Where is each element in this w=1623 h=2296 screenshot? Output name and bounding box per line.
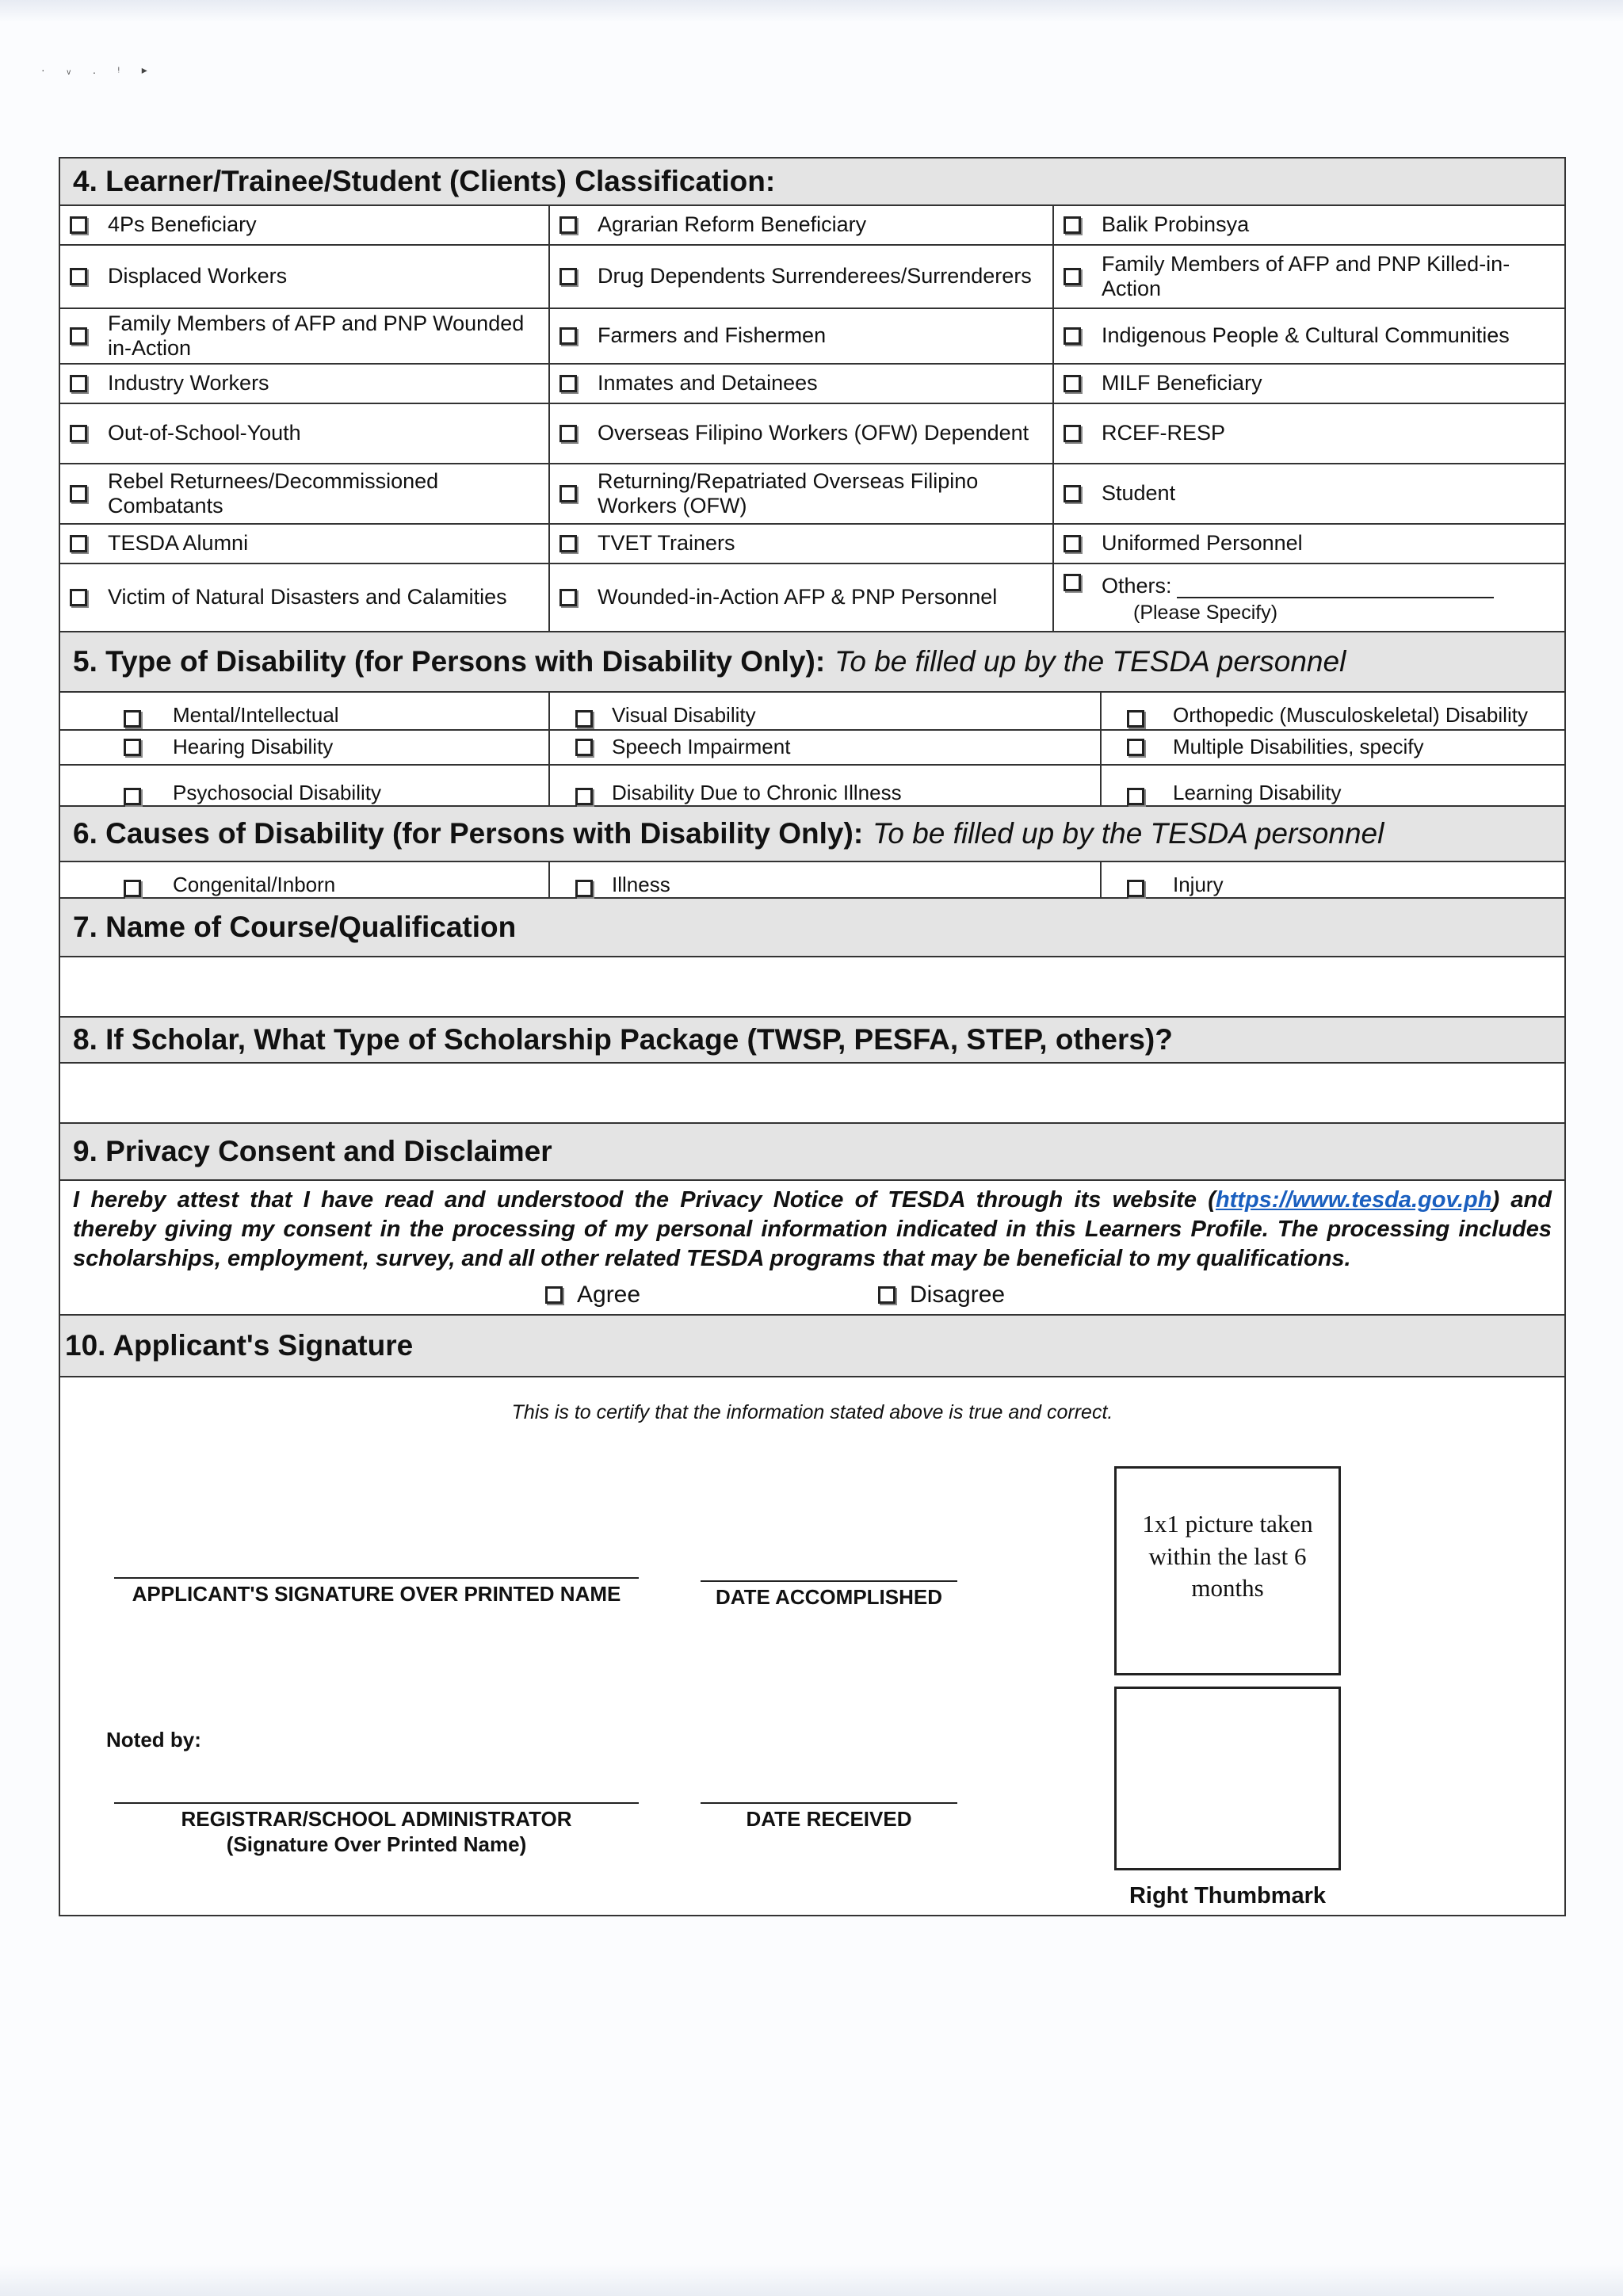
classification-option[interactable] — [60, 206, 550, 246]
classification-option[interactable] — [550, 206, 1054, 246]
checkbox-icon[interactable] — [70, 535, 87, 552]
cause-option[interactable] — [60, 862, 550, 897]
checkbox-icon[interactable] — [1064, 375, 1081, 392]
tesda-website-link[interactable]: https://www.tesda.gov.ph — [1215, 1187, 1492, 1213]
classification-option[interactable] — [1054, 464, 1564, 525]
option-label: Injury — [1173, 873, 1224, 897]
checkbox-icon[interactable] — [124, 788, 141, 805]
checkbox-icon[interactable] — [559, 375, 577, 392]
section-7-title: 7. Name of Course/Qualification — [73, 911, 517, 943]
section-6-title: 6. Causes of Disability (for Persons with Disability Only): — [73, 817, 864, 850]
section-8-title: 8. If Scholar, What Type of Scholarship Package (TWSP, PESFA, STEP, others)? — [73, 1023, 1173, 1056]
checkbox-icon[interactable] — [124, 739, 141, 756]
date-accomplished-line[interactable] — [701, 1580, 957, 1582]
scan-shadow-top — [0, 0, 1623, 22]
disability-option[interactable] — [1102, 766, 1564, 805]
classification-option[interactable] — [550, 525, 1054, 564]
section-10-title: 10. Applicant's Signature — [65, 1329, 414, 1362]
classification-option[interactable] — [1054, 246, 1564, 309]
disability-option[interactable] — [1102, 731, 1564, 766]
classification-option[interactable] — [550, 564, 1054, 631]
section-7-header — [60, 899, 1564, 957]
checkbox-icon[interactable] — [70, 375, 87, 392]
disability-option[interactable] — [60, 766, 550, 805]
checkbox-icon[interactable] — [559, 485, 577, 502]
checkbox-icon[interactable] — [70, 485, 87, 502]
checkbox-icon[interactable] — [559, 535, 577, 552]
option-label: MILF Beneficiary — [1102, 371, 1262, 395]
disagree-checkbox-icon[interactable] — [878, 1286, 896, 1304]
checkbox-icon[interactable] — [575, 710, 593, 728]
checkbox-icon[interactable] — [575, 739, 593, 756]
classification-option[interactable] — [60, 246, 550, 309]
disagree-option[interactable] — [878, 1282, 1211, 1308]
option-label: Balik Probinsya — [1102, 212, 1250, 237]
checkbox-icon[interactable] — [70, 589, 87, 606]
applicant-signature-line[interactable] — [114, 1577, 639, 1579]
registrar-sublabel: (Signature Over Printed Name) — [226, 1832, 527, 1857]
date-received-label: DATE RECEIVED — [746, 1807, 912, 1832]
option-label: Victim of Natural Disasters and Calamities — [108, 585, 507, 609]
classification-option[interactable] — [550, 464, 1054, 525]
option-label: Illness — [612, 873, 670, 897]
checkbox-icon[interactable] — [559, 425, 577, 442]
option-label: Congenital/Inborn — [173, 873, 336, 897]
course-qualification-field[interactable] — [60, 957, 1564, 1018]
applicant-signature-label: APPLICANT'S SIGNATURE OVER PRINTED NAME — [132, 1582, 621, 1606]
disability-option[interactable] — [60, 731, 550, 766]
checkbox-icon[interactable] — [559, 589, 577, 606]
section-5-header — [60, 632, 1564, 693]
option-label: Out-of-School-Youth — [108, 421, 301, 445]
registrar-signature-line[interactable] — [114, 1802, 639, 1804]
option-label: Agrarian Reform Beneficiary — [598, 212, 867, 237]
checkbox-icon[interactable] — [70, 327, 87, 345]
classification-option[interactable] — [550, 309, 1054, 365]
disability-option[interactable] — [550, 693, 1102, 731]
classification-option[interactable] — [550, 404, 1054, 464]
thumbmark-label: Right Thumbmark — [1128, 1883, 1327, 1909]
section-4-header — [60, 159, 1564, 206]
classification-option[interactable] — [60, 525, 550, 564]
scan-shadow-bottom — [0, 2264, 1623, 2296]
privacy-statement — [60, 1181, 1564, 1276]
checkbox-icon[interactable] — [1127, 739, 1144, 756]
signature-area — [60, 1377, 1564, 1915]
checkbox-icon[interactable] — [70, 268, 87, 285]
classification-option[interactable] — [550, 246, 1054, 309]
option-label: TESDA Alumni — [108, 531, 249, 556]
option-label: Farmers and Fishermen — [598, 323, 827, 348]
checkbox-icon[interactable] — [575, 788, 593, 805]
cause-option[interactable] — [1102, 862, 1564, 897]
checkbox-icon[interactable] — [1127, 880, 1144, 897]
option-label: RCEF-RESP — [1102, 421, 1226, 445]
checkbox-icon[interactable] — [70, 425, 87, 442]
scan-specks: · ᵥ . ᵎ ▸ — [41, 63, 157, 76]
checkbox-icon[interactable] — [1064, 574, 1081, 591]
classification-option[interactable] — [550, 365, 1054, 404]
option-label: Family Members of AFP and PNP Killed-in-Action — [1102, 251, 1510, 300]
agree-option[interactable] — [545, 1282, 878, 1308]
classification-option[interactable] — [60, 365, 550, 404]
option-label: 4Ps Beneficiary — [108, 212, 257, 237]
option-label: Hearing Disability — [173, 735, 334, 759]
checkbox-icon[interactable] — [1064, 485, 1081, 502]
option-label: Learning Disability — [1173, 781, 1342, 805]
option-label: Student — [1102, 481, 1176, 506]
section-9-header — [60, 1124, 1564, 1181]
checkbox-icon[interactable] — [1064, 535, 1081, 552]
classification-option[interactable] — [60, 564, 550, 631]
section-10-header — [60, 1316, 1564, 1377]
certification-text: This is to certify that the information stated above is true and correct. — [511, 1401, 1113, 1424]
noted-by-label: Noted by: — [106, 1728, 201, 1752]
option-label: Visual Disability — [612, 703, 756, 728]
others-option[interactable] — [1054, 564, 1564, 631]
option-label: Psychosocial Disability — [173, 781, 381, 805]
section-6-note: To be filled up by the TESDA personnel — [873, 817, 1384, 850]
option-label: Uniformed Personnel — [1102, 531, 1303, 556]
classification-grid — [60, 206, 1564, 632]
cause-option[interactable] — [550, 862, 1102, 897]
checkbox-icon[interactable] — [124, 880, 141, 897]
others-specify-input[interactable] — [1177, 576, 1494, 598]
classification-option[interactable] — [60, 309, 550, 365]
others-label: Others: — [1102, 574, 1172, 598]
checkbox-icon[interactable] — [1064, 327, 1081, 345]
checkbox-icon[interactable] — [559, 327, 577, 345]
option-label: Disability Due to Chronic Illness — [612, 781, 902, 805]
date-received-line[interactable] — [701, 1802, 957, 1804]
checkbox-icon[interactable] — [1064, 425, 1081, 442]
option-label: Industry Workers — [108, 371, 269, 395]
option-label: Returning/Repatriated Overseas Filipino Workers (OFW) — [598, 468, 979, 518]
checkbox-icon[interactable] — [559, 216, 577, 234]
disagree-label: Disagree — [910, 1282, 1006, 1308]
option-label: Speech Impairment — [612, 735, 791, 759]
classification-option[interactable] — [1054, 365, 1564, 404]
consent-options — [60, 1276, 1564, 1316]
checkbox-icon[interactable] — [1064, 268, 1081, 285]
others-hint: (Please Specify) — [1133, 602, 1278, 625]
classification-option[interactable] — [60, 404, 550, 464]
disability-type-grid — [60, 693, 1564, 807]
classification-option[interactable] — [60, 464, 550, 525]
disability-option[interactable] — [550, 766, 1102, 805]
thumbmark-box[interactable] — [1114, 1687, 1341, 1870]
disability-option[interactable] — [60, 693, 550, 731]
registrar-label: REGISTRAR/SCHOOL ADMINISTRATOR — [181, 1807, 572, 1832]
option-label: Indigenous People & Cultural Communities — [1102, 323, 1510, 348]
scholarship-package-field[interactable] — [60, 1064, 1564, 1124]
disability-option[interactable] — [1102, 693, 1564, 731]
agree-checkbox-icon[interactable] — [545, 1286, 563, 1304]
checkbox-icon[interactable] — [1127, 710, 1144, 728]
section-8-header — [60, 1018, 1564, 1064]
option-label: Family Members of AFP and PNP Wounded in-Action — [108, 311, 525, 360]
section-6-header — [60, 807, 1564, 862]
option-label: Drug Dependents Surrenderees/Surrenderers — [598, 264, 1032, 288]
others-field — [1102, 574, 1494, 625]
checkbox-icon[interactable] — [70, 216, 87, 234]
option-label: Multiple Disabilities, specify — [1173, 735, 1424, 759]
privacy-text-start: I hereby attest that I have read and understood the Privacy Notice of TESDA through its website ( — [73, 1187, 1216, 1213]
checkbox-icon[interactable] — [124, 710, 141, 728]
option-label: Orthopedic (Musculoskeletal) Disability — [1173, 703, 1528, 728]
classification-option[interactable] — [1054, 525, 1564, 564]
disability-cause-grid — [60, 862, 1564, 899]
section-5-title: 5. Type of Disability (for Persons with Disability Only): — [73, 645, 826, 678]
date-accomplished-label: DATE ACCOMPLISHED — [716, 1585, 942, 1610]
option-label: Rebel Returnees/Decommissioned Combatants — [108, 468, 439, 518]
agree-label: Agree — [577, 1282, 641, 1308]
checkbox-icon[interactable] — [1064, 216, 1081, 234]
section-9-title: 9. Privacy Consent and Disclaimer — [73, 1135, 552, 1167]
classification-option[interactable] — [1054, 206, 1564, 246]
option-label: Overseas Filipino Workers (OFW) Dependent — [598, 421, 1029, 445]
checkbox-icon[interactable] — [575, 880, 593, 897]
privacy-text-end: ) and thereby giving my consent in the processing of my personal information indicated in this Learners Profile. The processing includes scholarships, employment, survey, and all other related TESDA programs that may be beneficial to my qualifications. — [73, 1187, 1552, 1271]
checkbox-icon[interactable] — [1127, 788, 1144, 805]
classification-option[interactable] — [1054, 404, 1564, 464]
option-label: Mental/Intellectual — [173, 703, 339, 728]
section-4-title: 4. Learner/Trainee/Student (Clients) Classification: — [73, 165, 776, 197]
learner-profile-form — [59, 157, 1566, 1916]
section-5-note: To be filled up by the TESDA personnel — [834, 645, 1346, 678]
classification-option[interactable] — [1054, 309, 1564, 365]
option-label: TVET Trainers — [598, 531, 735, 556]
photo-box[interactable] — [1114, 1466, 1341, 1675]
disability-option[interactable] — [550, 731, 1102, 766]
checkbox-icon[interactable] — [559, 268, 577, 285]
option-label: Wounded-in-Action AFP & PNP Personnel — [598, 585, 998, 609]
option-label: Inmates and Detainees — [598, 371, 818, 395]
option-label: Displaced Workers — [108, 264, 288, 288]
photo-instruction: 1x1 picture taken within the last 6 months — [1142, 1510, 1313, 1603]
